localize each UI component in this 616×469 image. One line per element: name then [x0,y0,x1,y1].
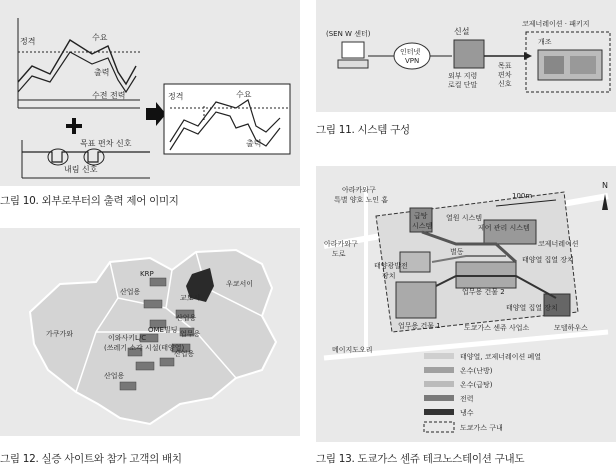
fig13-pv2: 장치 [382,272,396,280]
fig10-caption: 그림 10. 외부로부터의 출력 제어 이미지 [0,195,179,207]
fig11-target1: 목표 [498,62,512,70]
legend-item: 전력 [460,395,474,403]
fig13-solarheat2: 태양열 집열 장치 [506,304,558,312]
fig12-solar: (쓰레기 소각 시설(태양열) [104,344,185,352]
fig10-label-down: 내림 신호 [64,165,98,174]
fig13-annex: 별동 [450,248,464,256]
fig12-ome: OME빌딩 [148,326,178,334]
fig13-solarheat1: 태양열 집열 장치 [522,256,574,264]
cloud-icon [394,43,430,69]
fig12-map [0,228,300,436]
fig13-road2: 도로 [332,250,346,258]
fig13-site-map [316,166,616,442]
fig13-nursing1: 아라카와구 [342,186,376,194]
fig10-label-demand: 수요 [92,33,108,42]
legend-item: 온수(급탕) [460,381,493,389]
legend-item: 도쿄가스 구내 [460,424,503,432]
fig13-legend [424,352,541,432]
fig10-result-rated: 정격 [168,92,184,101]
fig11-new: 신설 [454,27,470,36]
legend-item: 온수(난방) [460,367,493,375]
fig11-ext: 외부 지령 [448,72,478,80]
fig10-arrow-icon [146,102,166,126]
fig12-kyoto: 교토시 [180,294,201,302]
fig13-modelhouse: 모델하우스 [554,324,588,332]
fig13-office2: 업무용 건물 2 [462,288,505,296]
fig13-cogen: 코제너레이션 [538,240,579,248]
fig10-label-rated: 정격 [20,37,36,46]
fig11-local: 로컬 단말 [448,81,478,89]
fig13-road1: 아라카와구 [324,240,358,248]
fig12-industrial1: 산업용 [120,288,141,296]
fig13-meiji: 메이지도오리 [332,346,373,354]
fig11-package: 코제너레이션 · 패키지 [522,20,590,28]
fig11-mod: 개조 [538,38,552,46]
fig13-scale: 100m [512,192,533,200]
fig10-result-output: 출력 [246,139,262,148]
fig12-iwasaki: 이와사키L/C [108,334,147,342]
fig12-industrial2: 산업용 [176,314,197,322]
fig10-label-target: 목표 편차 신호 [80,139,132,148]
fig10-diagram [0,0,300,186]
fig13-hotwater2: 시스템 [412,222,433,230]
legend-item: 태양열, 코제너레이션 폐열 [460,353,542,361]
fig12-krp: KRP [140,270,154,278]
fig12-industrial4: 산업용 [104,372,125,380]
fig13-nursing2: 특별 양호 노인 홈 [334,196,389,204]
fig11-target2: 편차 [498,71,512,79]
fig12-gakugo: 가쿠가와 [46,330,74,338]
fig10-result-demand: 수요 [236,90,252,99]
fig11-target3: 신호 [498,80,512,88]
fig11-sen: (SEN W 센터) [326,30,371,38]
fig10-label-output: 출력 [94,68,110,77]
fig13-heatsource: 열원 시스템 [446,214,483,222]
legend-item: 냉수 [460,409,474,417]
fig12-ukyo: 우쿄서이 [226,280,254,288]
fig13-north: N [602,181,608,190]
fig11-internet: 인터넷 [400,48,421,56]
terminal-icon [454,40,484,68]
fig13-pv1: 태양광발전 [374,262,408,270]
fig11-diagram [316,0,616,112]
fig12-business: 업무용 [180,330,201,338]
fig13-site: 도쿄가스 센쥬 사업소 [464,324,530,332]
fig13-control: 제어 관리 시스템 [478,224,530,232]
fig13-office1: 업무용 건물 1 [398,322,441,330]
computer-icon [342,42,364,58]
fig12-caption: 그림 12. 실증 사이트와 참가 고객의 배치 [0,453,182,465]
fig12-industrial3: 산업용 [174,350,195,358]
fig13-hotwater1: 급탕 [414,212,428,220]
fig13-caption: 그림 13. 도쿄가스 센쥬 테크노스테이션 구내도 [316,453,525,465]
fig11-vpn: VPN [405,57,420,65]
fig11-caption: 그림 11. 시스템 구성 [316,124,410,136]
fig10-label-received: 수전 전력 [92,91,126,100]
